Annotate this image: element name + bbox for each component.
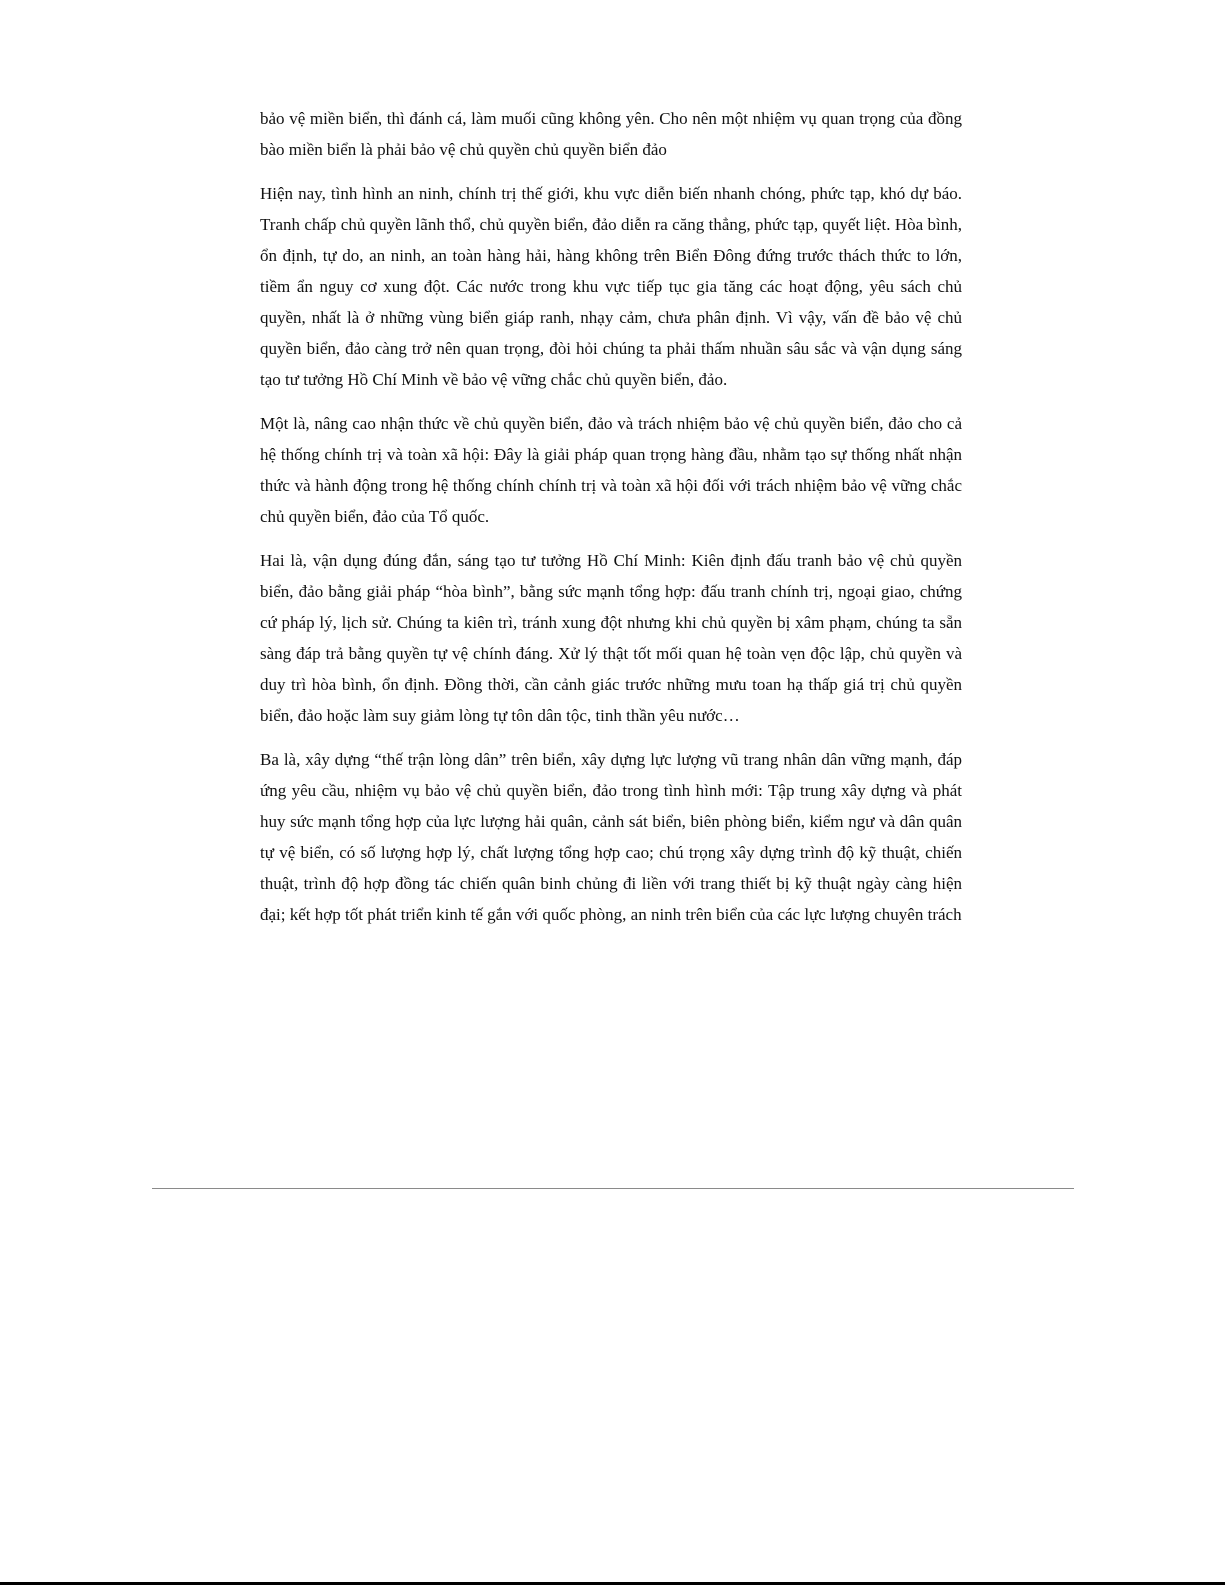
paragraph-3: Một là, nâng cao nhận thức về chủ quyền biển, đảo và trách nhiệm bảo vệ chủ quyền biển, đảo cho cả hệ thống chính trị và toàn xã hội: Đây là giải pháp quan trọng hàng đầu, nhằm tạo sự thống nhất nhận thức và hành động trong hệ thống chính chính trị và toàn xã hội đối với trách nhiệm bảo vệ vững chắc chủ quyền biển, đảo của Tổ quốc. xyxy=(260,414,962,526)
document-body xyxy=(260,103,962,943)
page-divider xyxy=(152,1188,1074,1189)
paragraph-5: Ba là, xây dựng “thế trận lòng dân” trên biển, xây dựng lực lượng vũ trang nhân dân vững mạnh, đáp ứng yêu cầu, nhiệm vụ bảo vệ chủ quyền biển, đảo trong tình hình mới: Tập trung xây dựng và phát huy sức mạnh tổng hợp của lực lượng hải quân, cảnh sát biển, biên phòng biển, kiểm ngư và dân quân tự vệ biển, có số lượng hợp lý, chất lượng tổng hợp cao; chú trọng xây dựng trình độ kỹ thuật, chiến thuật, trình độ hợp đồng tác chiến quân binh chủng đi liền với trang thiết bị kỹ thuật ngày càng hiện đại; kết hợp tốt phát triển kinh tế gắn với quốc phòng, an ninh trên biển của các lực lượng chuyên trách xyxy=(260,750,962,924)
paragraph-2: Hiện nay, tình hình an ninh, chính trị thế giới, khu vực diễn biến nhanh chóng, phức tạp, khó dự báo. Tranh chấp chủ quyền lãnh thổ, chủ quyền biển, đảo diễn ra căng thẳng, phức tạp, quyết liệt. Hòa bình, ổn định, tự do, an ninh, an toàn hàng hải, hàng không trên Biển Đông đứng trước thách thức to lớn, tiềm ẩn nguy cơ xung đột. Các nước trong khu vực tiếp tục gia tăng các hoạt động, yêu sách chủ quyền, nhất là ở những vùng biển giáp ranh, nhạy cảm, chưa phân định. Vì vậy, vấn đề bảo vệ chủ quyền biển, đảo càng trở nên quan trọng, đòi hỏi chúng ta phải thấm nhuần sâu sắc và vận dụng sáng tạo tư tưởng Hồ Chí Minh về bảo vệ vững chắc chủ quyền biển, đảo. xyxy=(260,184,962,389)
paragraph-4: Hai là, vận dụng đúng đắn, sáng tạo tư tưởng Hồ Chí Minh: Kiên định đấu tranh bảo vệ chủ quyền biển, đảo bằng giải pháp “hòa bình”, bằng sức mạnh tổng hợp: đấu tranh chính trị, ngoại giao, chứng cứ pháp lý, lịch sử. Chúng ta kiên trì, tránh xung đột nhưng khi chủ quyền bị xâm phạm, chúng ta sẵn sàng đáp trả bằng quyền tự vệ chính đáng. Xử lý thật tốt mối quan hệ toàn vẹn độc lập, chủ quyền và duy trì hòa bình, ổn định. Đồng thời, cần cảnh giác trước những mưu toan hạ thấp giá trị chủ quyền biển, đảo hoặc làm suy giảm lòng tự tôn dân tộc, tinh thần yêu nước… xyxy=(260,551,962,725)
paragraph-1: bảo vệ miền biển, thì đánh cá, làm muối cũng không yên. Cho nên một nhiệm vụ quan trọng của đồng bào miền biển là phải bảo vệ chủ quyền chủ quyền biển đảo xyxy=(260,109,962,159)
